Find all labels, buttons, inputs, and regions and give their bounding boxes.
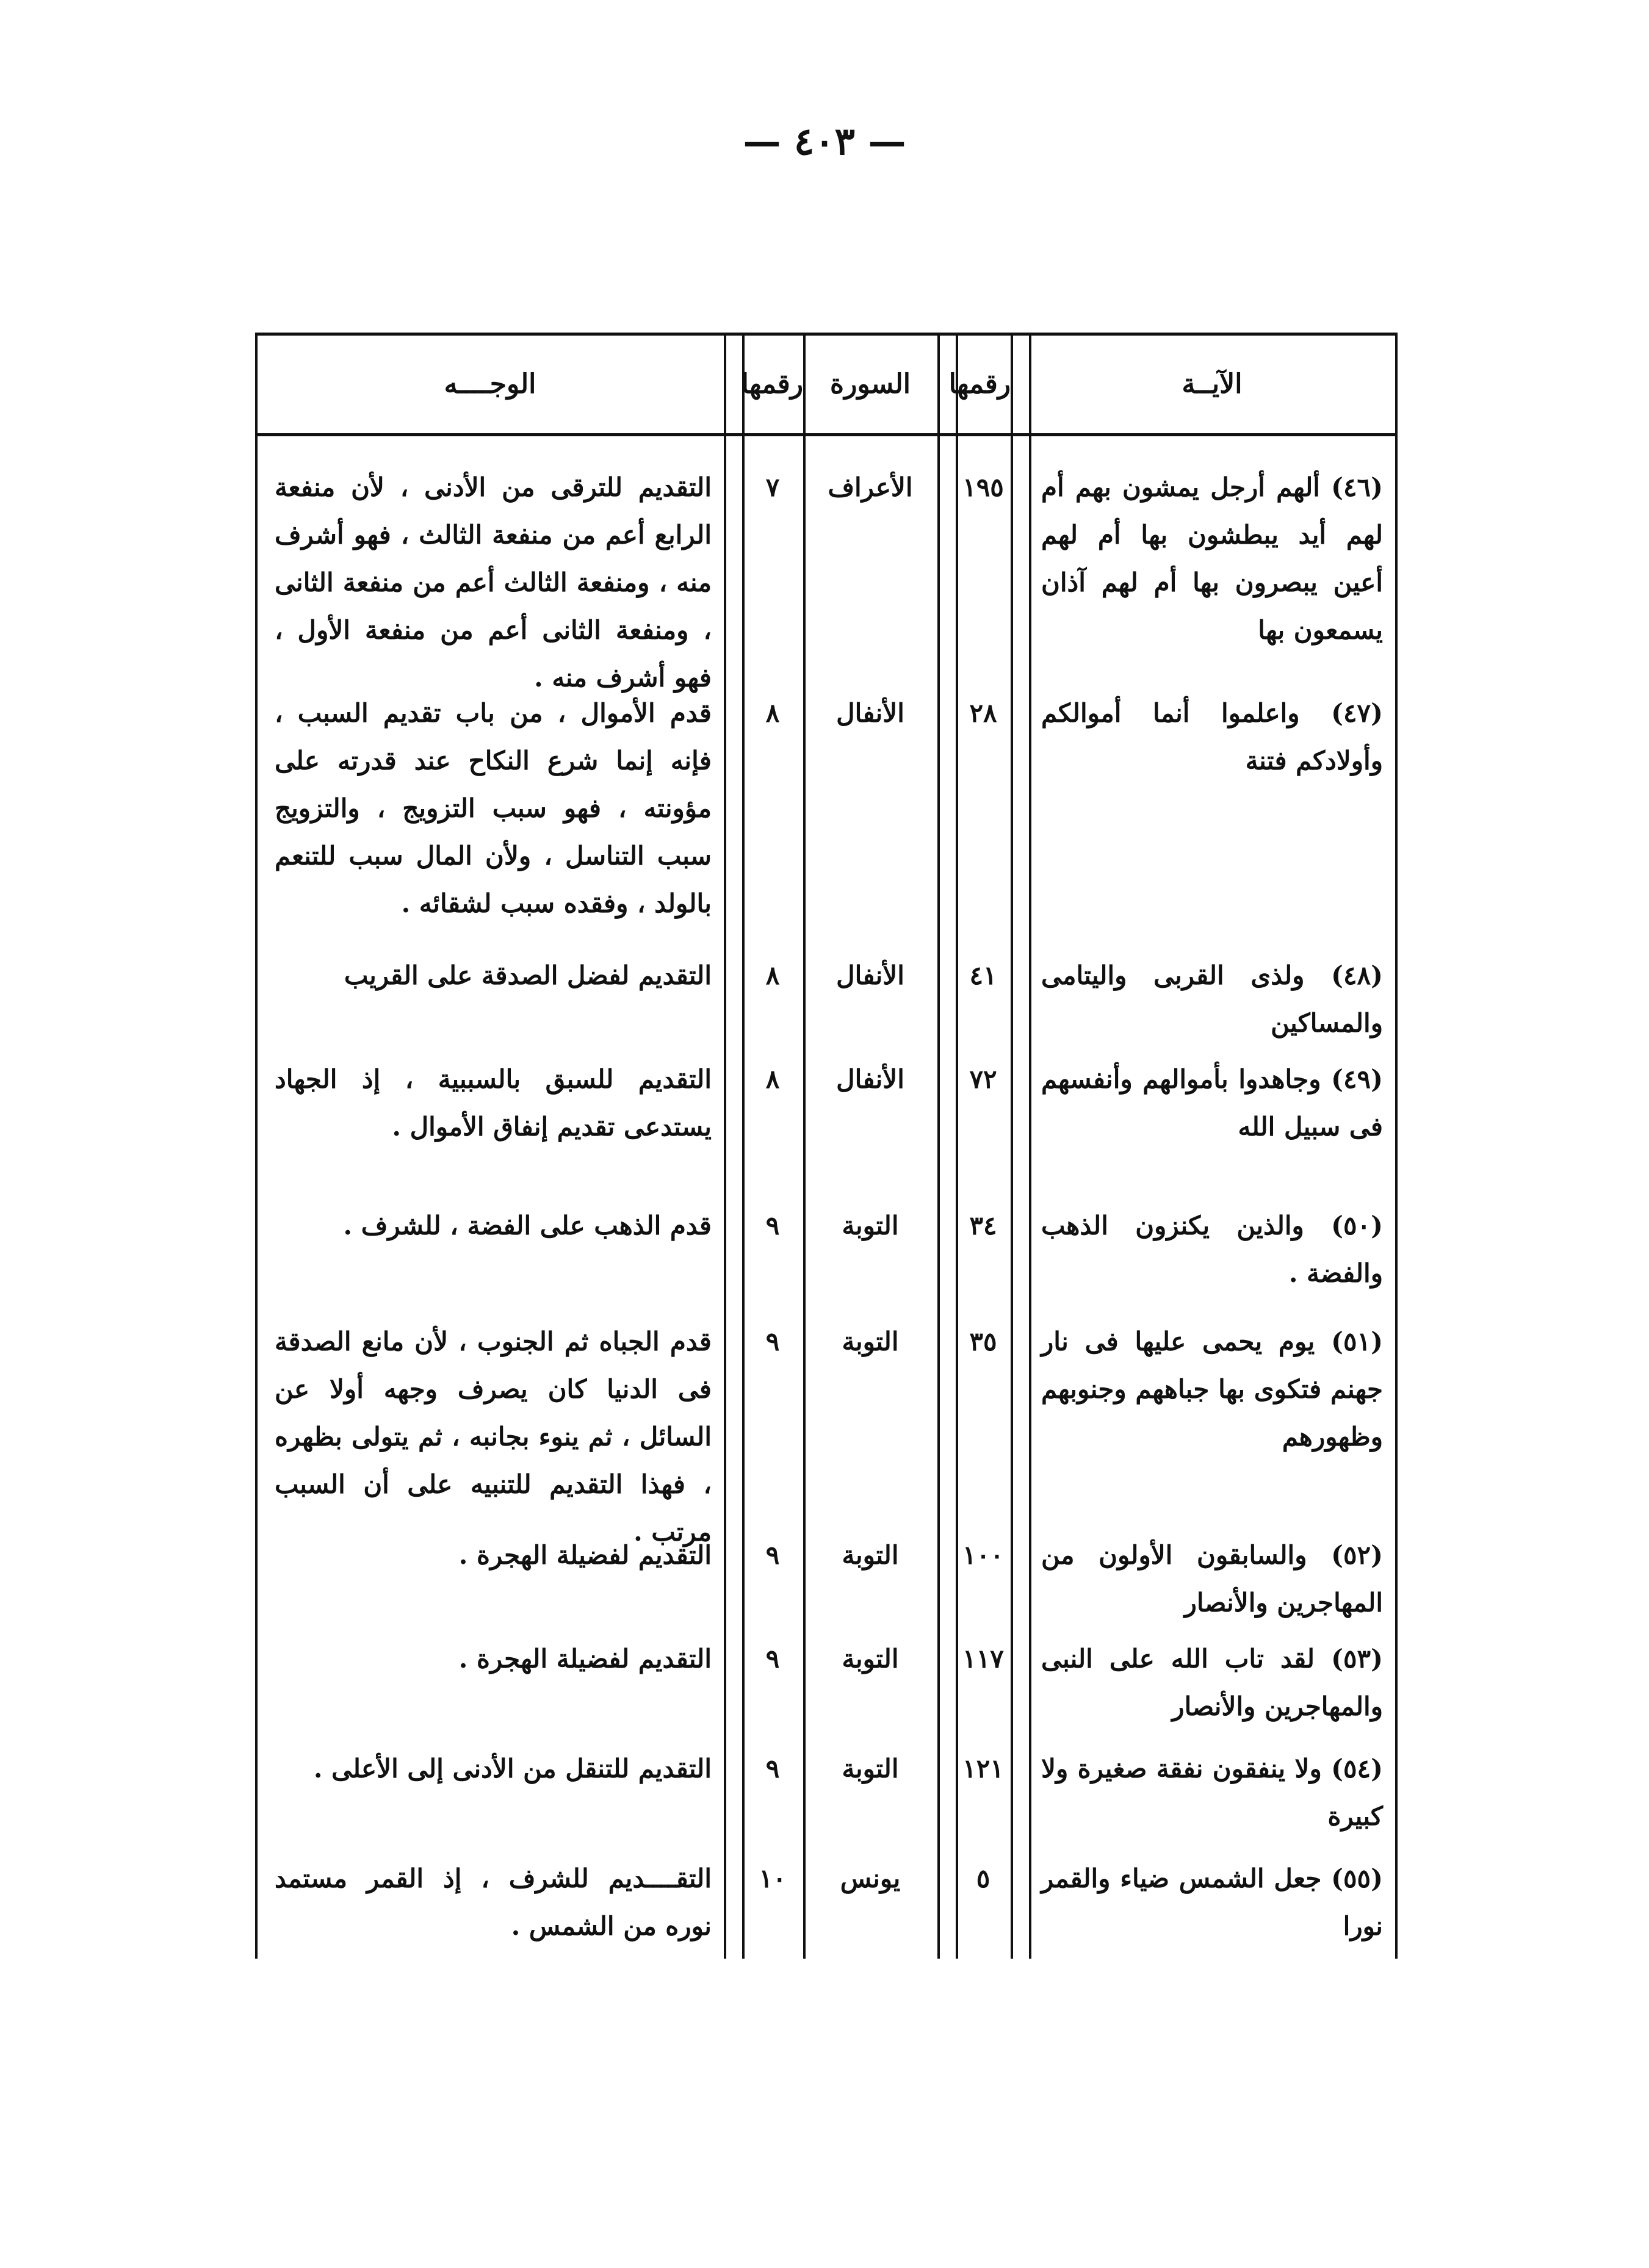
column-rule xyxy=(1011,336,1013,1959)
row-wajh: التقديم لفضيلة الهجرة . xyxy=(458,1644,712,1674)
row-wajh: التقديم لفضل الصدقة على القريب xyxy=(344,960,712,990)
rhetoric-table xyxy=(255,333,1398,1959)
column-rule xyxy=(724,336,726,1959)
row-sura: الأعراف xyxy=(828,472,913,502)
row-sura-number: ٩ xyxy=(765,1211,780,1240)
row-aya: (٥٣) لقد تاب الله على النبى والمهاجرين والأنصار xyxy=(1041,1644,1383,1721)
row-sura-number: ٨ xyxy=(765,698,780,728)
row-aya: (٤٧) واعلموا أنما أموالكم وأولادكم فتنة xyxy=(1041,698,1383,776)
row-sura: يونس xyxy=(840,1863,901,1893)
row-wajh: التقديم لفضيلة الهجرة . xyxy=(458,1540,712,1570)
row-wajh: التقــــديم للشرف ، إذ القمر مستمد نوره من الشمس . xyxy=(275,1863,712,1941)
row-aya: (٥١) يوم يحمى عليها فى نار جهنم فتكوى بها جباههم وجنوبهم وظهورهم xyxy=(1041,1327,1383,1452)
column-rule xyxy=(937,336,940,1959)
column-rule xyxy=(956,336,958,1959)
row-sura-number: ٩ xyxy=(765,1327,780,1356)
row-aya: (٥٤) ولا ينفقون نفقة صغيرة ولا كبيرة xyxy=(1041,1754,1383,1831)
column-rule xyxy=(742,336,745,1959)
row-sura-number: ١٠ xyxy=(759,1863,787,1893)
row-sura: التوبة xyxy=(842,1644,899,1674)
row-sura: التوبة xyxy=(842,1540,899,1570)
row-wajh: التقديم للتنقل من الأدنى إلى الأعلى . xyxy=(313,1754,712,1784)
row-sura-number: ٨ xyxy=(765,960,780,990)
row-aya: (٤٦) ألهم أرجل يمشون بهم أم لهم أيد يبطشون بها أم لهم أعين يبصرون بها أم لهم آذان يسمعون بها xyxy=(1041,472,1383,645)
row-aya: (٤٨) ولذى القربى واليتامى والمساكين xyxy=(1041,960,1383,1038)
row-wajh: التقديم للسبق بالسببية ، إذ الجهاد يستدعى تقديم إنفاق الأموال . xyxy=(275,1064,712,1142)
row-aya-number: ٣٤ xyxy=(969,1211,997,1240)
row-wajh: قدم الذهب على الفضة ، للشرف . xyxy=(343,1211,712,1240)
row-sura: الأنفال xyxy=(836,1064,904,1094)
row-aya-number: ١٠٠ xyxy=(962,1540,1004,1570)
row-aya: (٥٠) والذين يكنزون الذهب والفضة . xyxy=(1041,1211,1383,1288)
row-aya-number: ١٩٥ xyxy=(962,472,1004,502)
row-sura-number: ٩ xyxy=(765,1754,780,1784)
row-aya-number: ١١٧ xyxy=(962,1644,1004,1674)
row-sura: الأنفال xyxy=(836,698,904,728)
row-sura: التوبة xyxy=(842,1211,899,1240)
row-aya-number: ٥ xyxy=(976,1863,990,1893)
row-wajh: التقديم للترقى من الأدنى ، لأن منفعة الرابع أعم من منفعة الثالث ، فهو أشرف منه ، ومنفعة الثالث أعم من منفعة الثانى ، ومنفعة الثانى أعم من منفعة الأول ، فهو أشرف منه . xyxy=(275,472,712,693)
row-wajh: قدم الجباه ثم الجنوب ، لأن مانع الصدقة فى الدنيا كان يصرف وجهه أولا عن السائل ، ثم ينوء بجانبه ، ثم يتولى بظهره ، فهذا التقديم للتنبيه على أن السبب مرتب . xyxy=(275,1327,712,1547)
row-wajh: قدم الأموال ، من باب تقديم السبب ، فإنه إنما شرع النكاح عند قدرته على مؤونته ، فهو سبب التزويج ، والتزويج سبب التناسل ، ولأن المال سبب للتنعم بالولد ، وفقده سبب لشقائه . xyxy=(275,698,712,918)
row-sura-number: ٧ xyxy=(765,472,780,502)
header-sura: السورة xyxy=(830,369,911,400)
page-number: — ٤٠٣ — xyxy=(743,119,906,164)
row-aya-number: ٤١ xyxy=(969,960,997,990)
row-aya: (٥٥) جعل الشمس ضياء والقمر نورا xyxy=(1041,1863,1383,1941)
row-sura: الأنفال xyxy=(836,960,904,990)
row-sura-number: ٩ xyxy=(765,1540,780,1570)
row-aya-number: ٧٢ xyxy=(969,1064,997,1094)
row-aya-number: ٣٥ xyxy=(969,1327,997,1356)
table-border-right xyxy=(1395,336,1398,1959)
table-border-left xyxy=(255,336,258,1959)
row-sura: التوبة xyxy=(842,1327,899,1356)
header-aya: الآيــة xyxy=(1182,369,1243,400)
column-rule xyxy=(1029,336,1031,1959)
header-aya-number: رقمها xyxy=(948,369,1011,400)
header-wajh: الوجــــه xyxy=(444,369,536,400)
header-rule xyxy=(255,433,1398,436)
row-sura: التوبة xyxy=(842,1754,899,1784)
row-aya: (٤٩) وجاهدوا بأموالهم وأنفسهم فى سبيل الله xyxy=(1041,1064,1383,1142)
row-aya-number: ٢٨ xyxy=(969,698,997,728)
row-sura-number: ٩ xyxy=(765,1644,780,1674)
row-sura-number: ٨ xyxy=(765,1064,780,1094)
row-aya-number: ١٢١ xyxy=(962,1754,1004,1784)
header-sura-number: رقمها xyxy=(741,369,803,400)
column-rule xyxy=(803,336,806,1959)
row-aya: (٥٢) والسابقون الأولون من المهاجرين والأنصار xyxy=(1041,1540,1383,1618)
